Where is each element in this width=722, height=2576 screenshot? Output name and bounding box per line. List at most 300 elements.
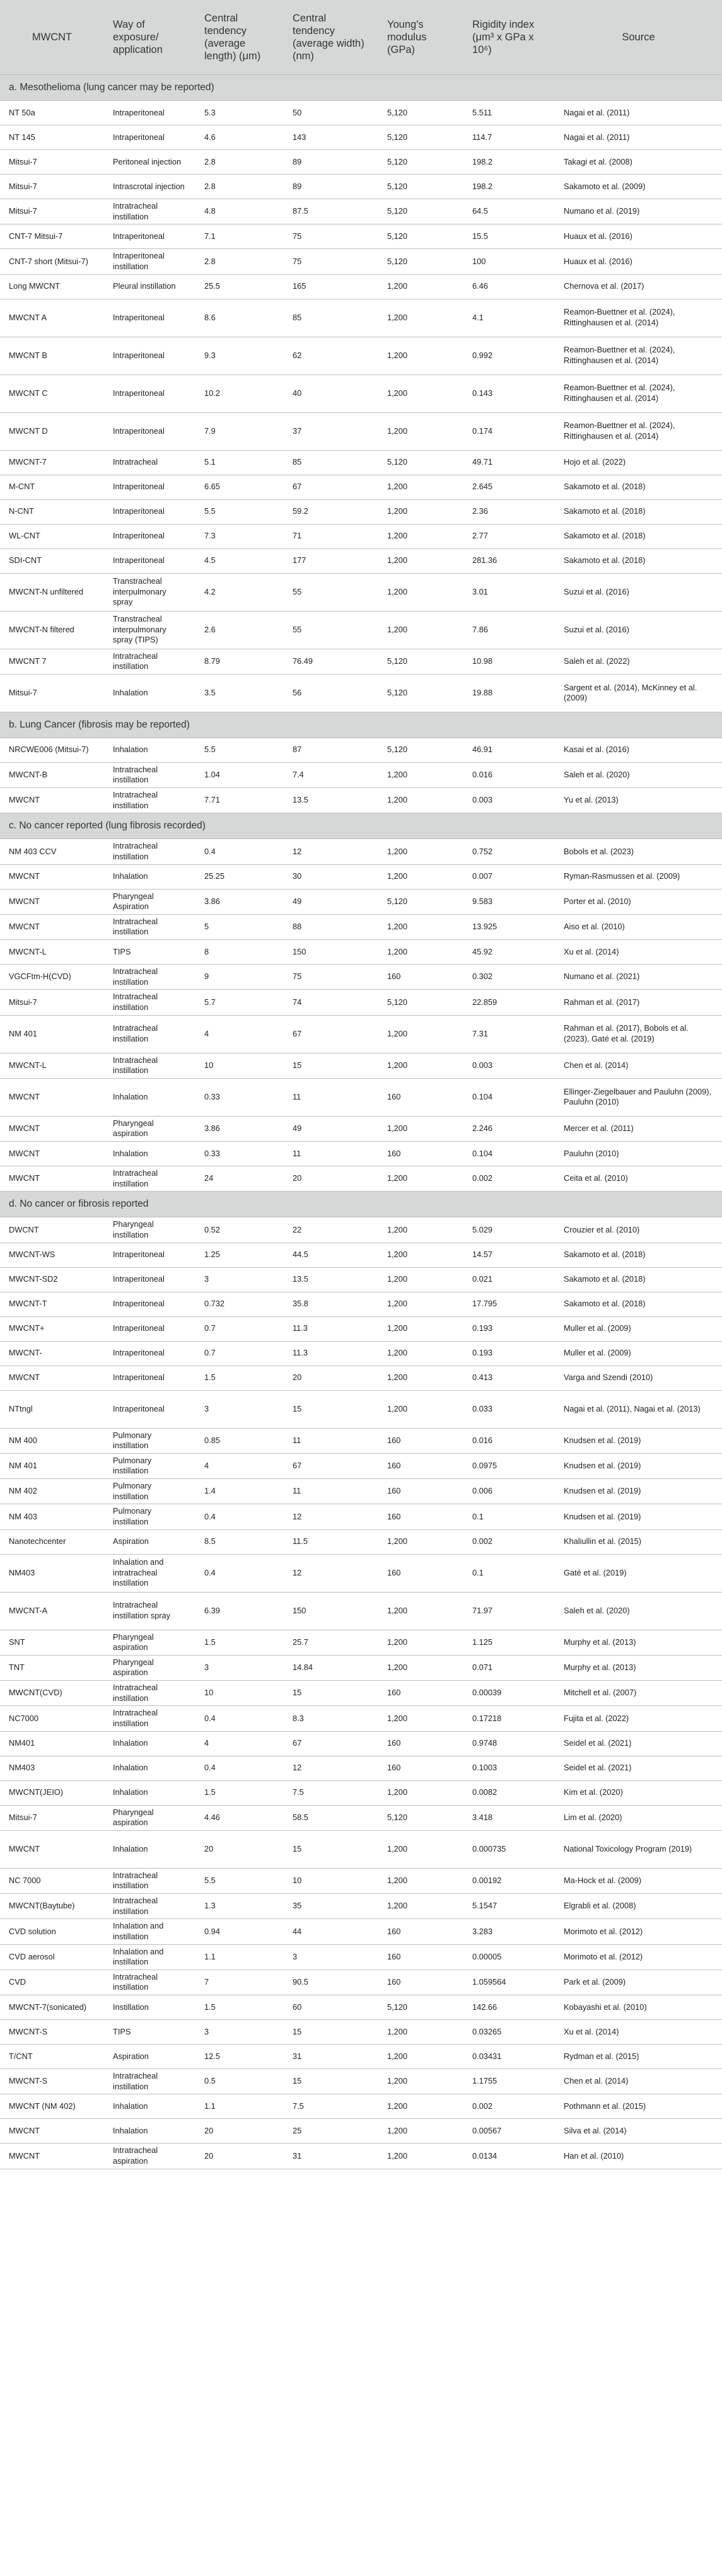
average-length-cell: 1.5 (195, 1780, 284, 1805)
average-width-cell: 11 (284, 1142, 378, 1166)
average-width-cell: 7.5 (284, 1780, 378, 1805)
source-cell: Numano et al. (2019) (555, 199, 722, 224)
average-width-cell: 56 (284, 674, 378, 712)
average-width-cell: 58.5 (284, 1805, 378, 1830)
table-row (0, 1780, 722, 1805)
rigidity-index-cell: 10.98 (463, 649, 555, 674)
average-length-cell: 0.4 (195, 1554, 284, 1592)
average-width-cell: 89 (284, 150, 378, 175)
youngs-modulus-cell: 1,200 (378, 2045, 463, 2069)
source-cell: Mercer et al. (2011) (555, 1116, 722, 1141)
source-cell: Seidel et al. (2021) (555, 1731, 722, 1756)
rigidity-index-cell: 0.193 (463, 1341, 555, 1366)
average-length-cell: 4.2 (195, 573, 284, 611)
average-length-cell: 0.4 (195, 1756, 284, 1780)
section-row (0, 75, 722, 101)
exposure-route-cell: Intraperitoneal (104, 1390, 195, 1428)
rigidity-index-cell: 1.059564 (463, 1970, 555, 1995)
mwcnt-name-cell: MWCNT A (0, 299, 104, 337)
mwcnt-name-cell: Nanotechcenter (0, 1529, 104, 1554)
average-width-cell: 50 (284, 101, 378, 125)
section-title: a. Mesothelioma (lung cancer may be reported) (0, 75, 722, 101)
average-length-cell: 6.39 (195, 1592, 284, 1630)
average-length-cell: 7.1 (195, 224, 284, 249)
source-cell: Pauluhn (2010) (555, 1142, 722, 1166)
source-cell: Elgrabli et al. (2008) (555, 1894, 722, 1919)
average-width-cell: 60 (284, 1995, 378, 2020)
youngs-modulus-cell: 5,120 (378, 1805, 463, 1830)
youngs-modulus-cell: 1,200 (378, 839, 463, 864)
exposure-route-cell: Inhalation (104, 1780, 195, 1805)
average-length-cell: 5.1 (195, 450, 284, 475)
average-width-cell: 11.3 (284, 1341, 378, 1366)
average-width-cell: 15 (284, 1390, 378, 1428)
youngs-modulus-cell: 1,200 (378, 1243, 463, 1267)
exposure-route-cell: Inhalation (104, 1731, 195, 1756)
mwcnt-name-cell: NM 403 CCV (0, 839, 104, 864)
exposure-route-cell: Intraperitoneal (104, 548, 195, 573)
source-cell: Xu et al. (2014) (555, 940, 722, 965)
mwcnt-name-cell: MWCNT (NM 402) (0, 2094, 104, 2119)
mwcnt-name-cell: NM403 (0, 1554, 104, 1592)
source-cell: Ceita et al. (2010) (555, 1166, 722, 1192)
mwcnt-name-cell: CVD (0, 1970, 104, 1995)
average-length-cell: 0.7 (195, 1341, 284, 1366)
exposure-route-cell: Intrascrotal injection (104, 175, 195, 199)
table-row (0, 2045, 722, 2069)
rigidity-index-cell: 0.992 (463, 337, 555, 374)
average-length-cell: 8.6 (195, 299, 284, 337)
average-width-cell: 15 (284, 1830, 378, 1868)
exposure-route-cell: Transtracheal interpulmonary spray (TIPS) (104, 611, 195, 649)
rigidity-index-cell: 0.021 (463, 1267, 555, 1292)
average-width-cell: 165 (284, 274, 378, 299)
average-length-cell: 0.52 (195, 1217, 284, 1243)
exposure-route-cell: Intraperitoneal (104, 337, 195, 374)
youngs-modulus-cell: 1,200 (378, 864, 463, 889)
rigidity-index-cell: 114.7 (463, 125, 555, 150)
mwcnt-name-cell: Mitsui-7 (0, 990, 104, 1015)
exposure-route-cell: Intratracheal instillation (104, 1166, 195, 1192)
mwcnt-name-cell: NM 400 (0, 1428, 104, 1453)
average-length-cell: 4.46 (195, 1805, 284, 1830)
exposure-route-cell: Intraperitoneal (104, 299, 195, 337)
table-row (0, 274, 722, 299)
rigidity-index-cell: 0.104 (463, 1142, 555, 1166)
mwcnt-name-cell: NM401 (0, 1731, 104, 1756)
average-length-cell: 10.2 (195, 374, 284, 412)
youngs-modulus-cell: 1,200 (378, 762, 463, 787)
source-cell: Gaté et al. (2019) (555, 1554, 722, 1592)
mwcnt-name-cell: MWCNT B (0, 337, 104, 374)
rigidity-index-cell: 198.2 (463, 175, 555, 199)
rigidity-index-cell: 0.03265 (463, 2020, 555, 2045)
table-row (0, 940, 722, 965)
rigidity-index-cell: 0.413 (463, 1366, 555, 1390)
mwcnt-name-cell: MWCNT-T (0, 1292, 104, 1316)
source-cell: Chen et al. (2014) (555, 2069, 722, 2094)
mwcnt-name-cell: MWCNT (0, 1366, 104, 1390)
rigidity-index-cell: 45.92 (463, 940, 555, 965)
mwcnt-name-cell: NM 401 (0, 1453, 104, 1478)
mwcnt-name-cell: VGCFtm-H(CVD) (0, 965, 104, 990)
table-row (0, 1706, 722, 1731)
table-row (0, 864, 722, 889)
rigidity-index-cell: 46.91 (463, 738, 555, 762)
source-cell: Nagai et al. (2011) (555, 101, 722, 125)
rigidity-index-cell: 2.36 (463, 499, 555, 524)
table-row (0, 224, 722, 249)
average-width-cell: 150 (284, 1592, 378, 1630)
table-row (0, 1453, 722, 1478)
table-row (0, 2020, 722, 2045)
average-length-cell: 9.3 (195, 337, 284, 374)
table-row (0, 1428, 722, 1453)
average-width-cell: 35.8 (284, 1292, 378, 1316)
exposure-route-cell: Peritoneal injection (104, 150, 195, 175)
exposure-route-cell: Intraperitoneal (104, 499, 195, 524)
mwcnt-name-cell: Mitsui-7 (0, 150, 104, 175)
exposure-route-cell: Pulmonary instillation (104, 1428, 195, 1453)
exposure-route-cell: Intraperitoneal (104, 1292, 195, 1316)
mwcnt-name-cell: Mitsui-7 (0, 1805, 104, 1830)
rigidity-index-cell: 0.000735 (463, 1830, 555, 1868)
exposure-route-cell: Inhalation (104, 674, 195, 712)
average-width-cell: 67 (284, 1453, 378, 1478)
average-width-cell: 25.7 (284, 1630, 378, 1655)
source-cell: Silva et al. (2014) (555, 2119, 722, 2144)
average-width-cell: 49 (284, 1116, 378, 1141)
mwcnt-name-cell: SNT (0, 1630, 104, 1655)
average-length-cell: 10 (195, 1681, 284, 1706)
table-row (0, 1142, 722, 1166)
exposure-route-cell: Inhalation (104, 1078, 195, 1116)
exposure-route-cell: Intratracheal instillation (104, 762, 195, 787)
average-width-cell: 11 (284, 1428, 378, 1453)
youngs-modulus-cell: 160 (378, 1078, 463, 1116)
youngs-modulus-cell: 1,200 (378, 1706, 463, 1731)
table-row (0, 1868, 722, 1893)
rigidity-index-cell: 0.006 (463, 1479, 555, 1504)
exposure-route-cell: Intraperitoneal (104, 224, 195, 249)
source-cell: Suzui et al. (2016) (555, 611, 722, 649)
exposure-route-cell: Intratracheal instillation (104, 1970, 195, 1995)
mwcnt-name-cell: CNT-7 Mitsui-7 (0, 224, 104, 249)
youngs-modulus-cell: 5,120 (378, 889, 463, 914)
exposure-route-cell: Intraperitoneal (104, 101, 195, 125)
average-length-cell: 7 (195, 1970, 284, 1995)
rigidity-index-cell: 9.583 (463, 889, 555, 914)
youngs-modulus-cell: 1,200 (378, 1341, 463, 1366)
youngs-modulus-cell: 5,120 (378, 175, 463, 199)
average-width-cell: 31 (284, 2045, 378, 2069)
average-width-cell: 8.3 (284, 1706, 378, 1731)
mwcnt-name-cell: MWCNT-7(sonicated) (0, 1995, 104, 2020)
average-width-cell: 88 (284, 914, 378, 939)
youngs-modulus-cell: 1,200 (378, 1830, 463, 1868)
average-width-cell: 30 (284, 864, 378, 889)
average-width-cell: 15 (284, 1053, 378, 1078)
youngs-modulus-cell: 1,200 (378, 2020, 463, 2045)
table-row (0, 499, 722, 524)
header-exposure: Way of exposure/ application (104, 0, 195, 75)
youngs-modulus-cell: 160 (378, 1756, 463, 1780)
mwcnt-name-cell: MWCNT 7 (0, 649, 104, 674)
average-length-cell: 2.8 (195, 150, 284, 175)
average-length-cell: 25.25 (195, 864, 284, 889)
table-row (0, 1166, 722, 1192)
table-row (0, 2119, 722, 2144)
source-cell: Ryman-Rasmussen et al. (2009) (555, 864, 722, 889)
exposure-route-cell: Intratracheal instillation spray (104, 1592, 195, 1630)
average-length-cell: 4.5 (195, 548, 284, 573)
table-row (0, 548, 722, 573)
average-length-cell: 9 (195, 965, 284, 990)
youngs-modulus-cell: 160 (378, 1428, 463, 1453)
youngs-modulus-cell: 1,200 (378, 475, 463, 499)
mwcnt-name-cell: TNT (0, 1655, 104, 1680)
rigidity-index-cell: 6.46 (463, 274, 555, 299)
table-row (0, 2094, 722, 2119)
average-width-cell: 55 (284, 573, 378, 611)
exposure-route-cell: Intraperitoneal (104, 1267, 195, 1292)
exposure-route-cell: Pleural instillation (104, 274, 195, 299)
source-cell: Sakamoto et al. (2009) (555, 175, 722, 199)
source-cell: Kobayashi et al. (2010) (555, 1995, 722, 2020)
youngs-modulus-cell: 1,200 (378, 299, 463, 337)
average-length-cell: 5.5 (195, 1868, 284, 1893)
table-row (0, 1217, 722, 1243)
rigidity-index-cell: 0.1003 (463, 1756, 555, 1780)
table-row (0, 1015, 722, 1053)
average-width-cell: 15 (284, 1681, 378, 1706)
rigidity-index-cell: 0.003 (463, 1053, 555, 1078)
mwcnt-name-cell: MWCNT (0, 1116, 104, 1141)
table-row (0, 738, 722, 762)
average-length-cell: 0.94 (195, 1919, 284, 1944)
table-row (0, 1655, 722, 1680)
mwcnt-name-cell: MWCNT (0, 1142, 104, 1166)
source-cell: Murphy et al. (2013) (555, 1630, 722, 1655)
rigidity-index-cell: 0.002 (463, 1529, 555, 1554)
exposure-route-cell: TIPS (104, 940, 195, 965)
youngs-modulus-cell: 5,120 (378, 674, 463, 712)
mwcnt-name-cell: NM403 (0, 1756, 104, 1780)
average-length-cell: 1.25 (195, 1243, 284, 1267)
table-row (0, 1592, 722, 1630)
rigidity-index-cell: 198.2 (463, 150, 555, 175)
youngs-modulus-cell: 1,200 (378, 1166, 463, 1192)
source-cell: Morimoto et al. (2012) (555, 1944, 722, 1970)
exposure-route-cell: Intratracheal instillation (104, 965, 195, 990)
average-length-cell: 0.4 (195, 839, 284, 864)
average-width-cell: 14.84 (284, 1655, 378, 1680)
rigidity-index-cell: 0.00567 (463, 2119, 555, 2144)
average-length-cell: 0.33 (195, 1142, 284, 1166)
table-row (0, 1316, 722, 1341)
youngs-modulus-cell: 160 (378, 1504, 463, 1529)
mwcnt-name-cell: CVD aerosol (0, 1944, 104, 1970)
average-width-cell: 13.5 (284, 1267, 378, 1292)
table-row (0, 524, 722, 548)
source-cell: Huaux et al. (2016) (555, 224, 722, 249)
average-length-cell: 4 (195, 1731, 284, 1756)
average-width-cell: 44 (284, 1919, 378, 1944)
table-row (0, 889, 722, 914)
youngs-modulus-cell: 1,200 (378, 1053, 463, 1078)
mwcnt-name-cell: MWCNT (0, 2144, 104, 2169)
average-length-cell: 24 (195, 1166, 284, 1192)
youngs-modulus-cell: 1,200 (378, 548, 463, 573)
average-width-cell: 75 (284, 965, 378, 990)
rigidity-index-cell: 0.003 (463, 788, 555, 813)
average-width-cell: 11 (284, 1078, 378, 1116)
average-width-cell: 20 (284, 1366, 378, 1390)
source-cell: Fujita et al. (2022) (555, 1706, 722, 1731)
mwcnt-name-cell: MWCNT-WS (0, 1243, 104, 1267)
exposure-route-cell: Intraperitoneal (104, 524, 195, 548)
mwcnt-name-cell: MWCNT(CVD) (0, 1681, 104, 1706)
youngs-modulus-cell: 1,200 (378, 1116, 463, 1141)
average-width-cell: 22 (284, 1217, 378, 1243)
youngs-modulus-cell: 5,120 (378, 199, 463, 224)
exposure-route-cell: Intratracheal instillation (104, 788, 195, 813)
average-width-cell: 11.5 (284, 1529, 378, 1554)
youngs-modulus-cell: 5,120 (378, 450, 463, 475)
source-cell: National Toxicology Program (2019) (555, 1830, 722, 1868)
average-length-cell: 8.5 (195, 1529, 284, 1554)
source-cell: Saleh et al. (2020) (555, 1592, 722, 1630)
youngs-modulus-cell: 1,200 (378, 2144, 463, 2169)
youngs-modulus-cell: 1,200 (378, 2119, 463, 2144)
youngs-modulus-cell: 1,200 (378, 2069, 463, 2094)
table-row (0, 762, 722, 787)
source-cell: Mitchell et al. (2007) (555, 1681, 722, 1706)
table-row (0, 1970, 722, 1995)
exposure-route-cell: Pharyngeal Aspiration (104, 889, 195, 914)
table-row (0, 1366, 722, 1390)
average-length-cell: 5.3 (195, 101, 284, 125)
average-length-cell: 12.5 (195, 2045, 284, 2069)
mwcnt-name-cell: MWCNT-S (0, 2020, 104, 2045)
youngs-modulus-cell: 5,120 (378, 101, 463, 125)
average-length-cell: 7.9 (195, 412, 284, 450)
average-length-cell: 4.8 (195, 199, 284, 224)
source-cell: Khaliullin et al. (2015) (555, 1529, 722, 1554)
youngs-modulus-cell: 5,120 (378, 738, 463, 762)
source-cell: Huaux et al. (2016) (555, 249, 722, 274)
source-cell: Nagai et al. (2011), Nagai et al. (2013) (555, 1390, 722, 1428)
average-length-cell: 8.79 (195, 649, 284, 674)
mwcnt-name-cell: WL-CNT (0, 524, 104, 548)
average-width-cell: 12 (284, 1554, 378, 1592)
exposure-route-cell: Intratracheal instillation (104, 2069, 195, 2094)
source-cell: Rahman et al. (2017), Bobols et al. (2023), Gaté et al. (2019) (555, 1015, 722, 1053)
mwcnt-name-cell: NM 402 (0, 1479, 104, 1504)
mwcnt-name-cell: MWCNT+ (0, 1316, 104, 1341)
average-width-cell: 55 (284, 611, 378, 649)
average-length-cell: 20 (195, 2119, 284, 2144)
source-cell: Sakamoto et al. (2018) (555, 524, 722, 548)
mwcnt-name-cell: T/CNT (0, 2045, 104, 2069)
section-row (0, 712, 722, 738)
youngs-modulus-cell: 5,120 (378, 125, 463, 150)
average-length-cell: 0.85 (195, 1428, 284, 1453)
exposure-route-cell: Inhalation and intratracheal instillation (104, 1554, 195, 1592)
exposure-route-cell: Intratracheal instillation (104, 1015, 195, 1053)
section-title: b. Lung Cancer (fibrosis may be reported) (0, 712, 722, 738)
average-width-cell: 7.4 (284, 762, 378, 787)
average-width-cell: 75 (284, 249, 378, 274)
average-width-cell: 12 (284, 839, 378, 864)
rigidity-index-cell: 19.88 (463, 674, 555, 712)
youngs-modulus-cell: 160 (378, 1479, 463, 1504)
average-width-cell: 85 (284, 299, 378, 337)
average-width-cell: 143 (284, 125, 378, 150)
mwcnt-name-cell: MWCNT (0, 1078, 104, 1116)
rigidity-index-cell: 0.002 (463, 1166, 555, 1192)
table-row (0, 1681, 722, 1706)
table-row (0, 1053, 722, 1078)
average-length-cell: 1.1 (195, 1944, 284, 1970)
rigidity-index-cell: 0.016 (463, 762, 555, 787)
youngs-modulus-cell: 1,200 (378, 1316, 463, 1341)
mwcnt-name-cell: MWCNT (0, 1830, 104, 1868)
exposure-route-cell: Intratracheal aspiration (104, 2144, 195, 2169)
average-length-cell: 0.4 (195, 1504, 284, 1529)
table-row (0, 1078, 722, 1116)
rigidity-index-cell: 13.925 (463, 914, 555, 939)
rigidity-index-cell: 0.9748 (463, 1731, 555, 1756)
rigidity-index-cell: 2.645 (463, 475, 555, 499)
source-cell: Aiso et al. (2010) (555, 914, 722, 939)
mwcnt-name-cell: NC 7000 (0, 1868, 104, 1893)
mwcnt-name-cell: MWCNT-N filtered (0, 611, 104, 649)
exposure-route-cell: Pulmonary instillation (104, 1504, 195, 1529)
rigidity-index-cell: 0.104 (463, 1078, 555, 1116)
average-width-cell: 75 (284, 224, 378, 249)
youngs-modulus-cell: 1,200 (378, 337, 463, 374)
youngs-modulus-cell: 1,200 (378, 1267, 463, 1292)
mwcnt-name-cell: NM 401 (0, 1015, 104, 1053)
source-cell: Seidel et al. (2021) (555, 1756, 722, 1780)
source-cell: Numano et al. (2021) (555, 965, 722, 990)
average-length-cell: 2.8 (195, 249, 284, 274)
mwcnt-name-cell: MWCNT-L (0, 1053, 104, 1078)
youngs-modulus-cell: 160 (378, 1681, 463, 1706)
rigidity-index-cell: 0.302 (463, 965, 555, 990)
average-width-cell: 87.5 (284, 199, 378, 224)
average-width-cell: 59.2 (284, 499, 378, 524)
youngs-modulus-cell: 160 (378, 1944, 463, 1970)
rigidity-index-cell: 0.0975 (463, 1453, 555, 1478)
table-row (0, 1243, 722, 1267)
rigidity-index-cell: 0.00192 (463, 1868, 555, 1893)
mwcnt-name-cell: NTtngl (0, 1390, 104, 1428)
average-length-cell: 20 (195, 2144, 284, 2169)
exposure-route-cell: Pulmonary instillation (104, 1479, 195, 1504)
youngs-modulus-cell: 1,200 (378, 1529, 463, 1554)
source-cell: Sakamoto et al. (2018) (555, 475, 722, 499)
mwcnt-name-cell: Mitsui-7 (0, 199, 104, 224)
rigidity-index-cell: 0.193 (463, 1316, 555, 1341)
average-width-cell: 87 (284, 738, 378, 762)
exposure-route-cell: Inhalation (104, 738, 195, 762)
exposure-route-cell: Instillation (104, 1995, 195, 2020)
source-cell: Nagai et al. (2011) (555, 125, 722, 150)
youngs-modulus-cell: 1,200 (378, 2094, 463, 2119)
average-width-cell: 13.5 (284, 788, 378, 813)
